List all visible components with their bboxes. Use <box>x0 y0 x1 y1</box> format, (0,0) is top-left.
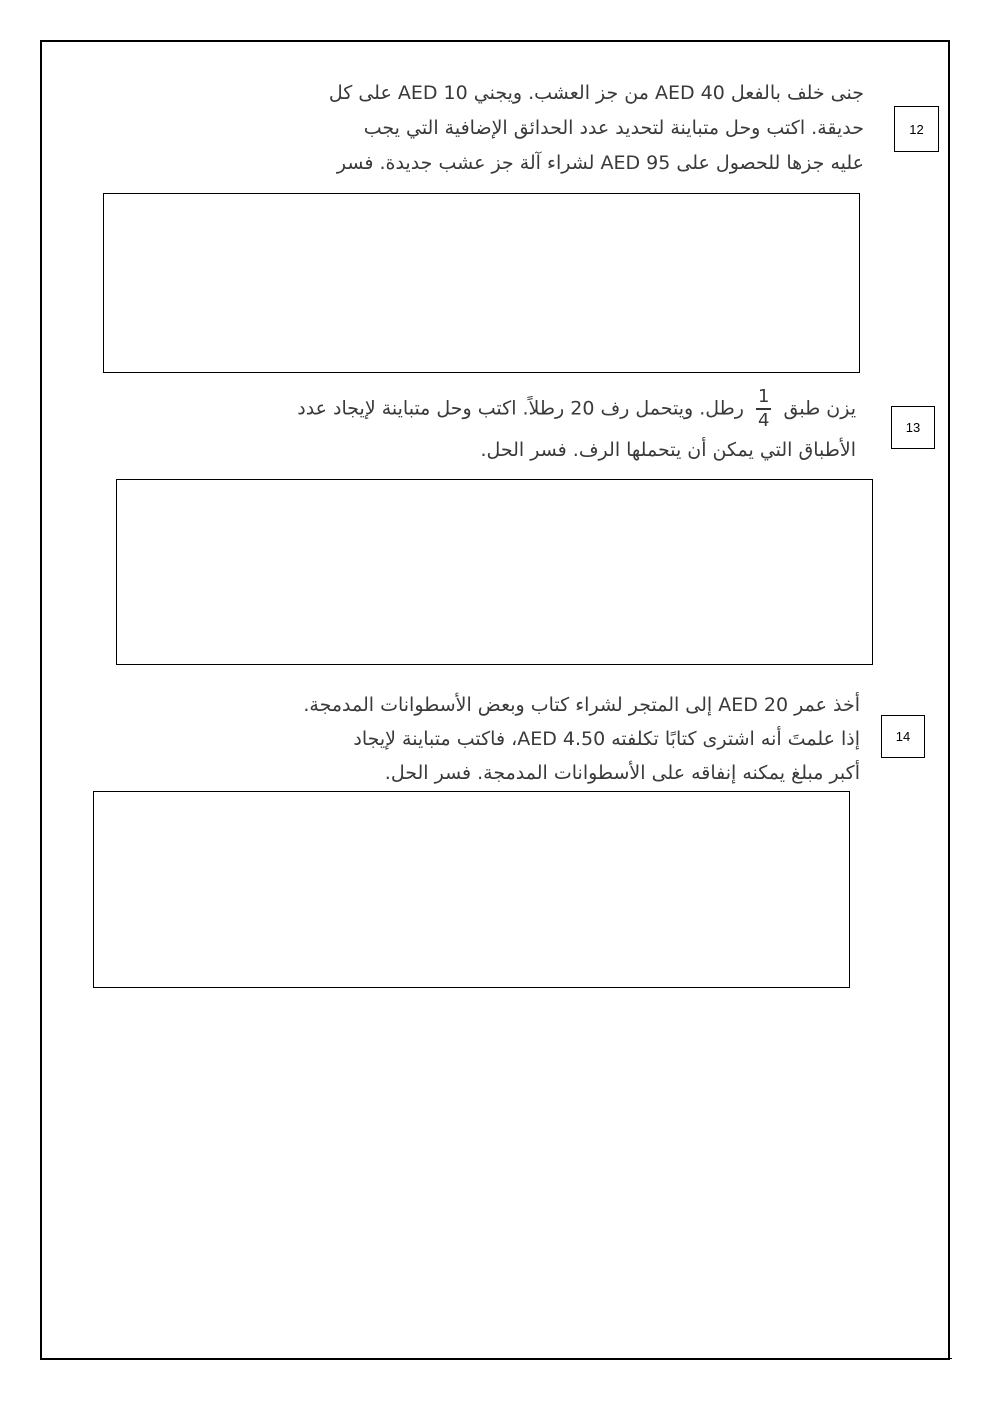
fraction-numerator: 1 <box>756 388 771 410</box>
page-border-bottom-line <box>42 1358 952 1359</box>
question-12-line-1: جنى خلف بالفعل AED 40 من جز العشب. ويجني AED 10 على كل <box>328 82 864 104</box>
question-14-line-1: أخذ عمر AED 20 إلى المتجر لشراء كتاب وبعض الأسطوانات المدمجة. <box>303 694 860 716</box>
question-12-line-3: عليه جزها للحصول على AED 95 لشراء آلة جز عشب جديدة. فسر <box>336 152 864 174</box>
question-number-13: 13 <box>891 406 935 449</box>
answer-box-14[interactable] <box>93 791 850 988</box>
question-13-text <box>150 388 856 470</box>
question-number-14: 14 <box>881 715 925 758</box>
question-13-line-2: الأطباق التي يمكن أن يتحملها الرف. فسر الحل. <box>480 439 856 461</box>
question-12-text <box>140 76 864 181</box>
fraction-one-quarter <box>756 388 771 430</box>
question-13-line-1-end: رطل. ويتحمل رف 20 رطلاً. اكتب وحل متباينة لإيجاد عدد <box>297 397 744 420</box>
question-14-text <box>160 688 860 790</box>
fraction-denominator: 4 <box>758 410 770 431</box>
question-12-line-2: حديقة. اكتب وحل متباينة لتحديد عدد الحدائق الإضافية التي يجب <box>363 117 864 139</box>
answer-box-13[interactable] <box>116 479 873 665</box>
question-14-line-3: أكبر مبلغ يمكنه إنفاقه على الأسطوانات المدمجة. فسر الحل. <box>384 762 860 784</box>
question-14-line-2: إذا علمتَ أنه اشترى كتابًا تكلفته AED 4.50، فاكتب متباينة لإيجاد <box>353 728 860 750</box>
question-number-12: 12 <box>894 106 939 152</box>
question-13-line-1-start: يزن طبق <box>783 397 856 420</box>
question-13-line-1 <box>150 388 856 430</box>
answer-box-12[interactable] <box>103 193 860 373</box>
